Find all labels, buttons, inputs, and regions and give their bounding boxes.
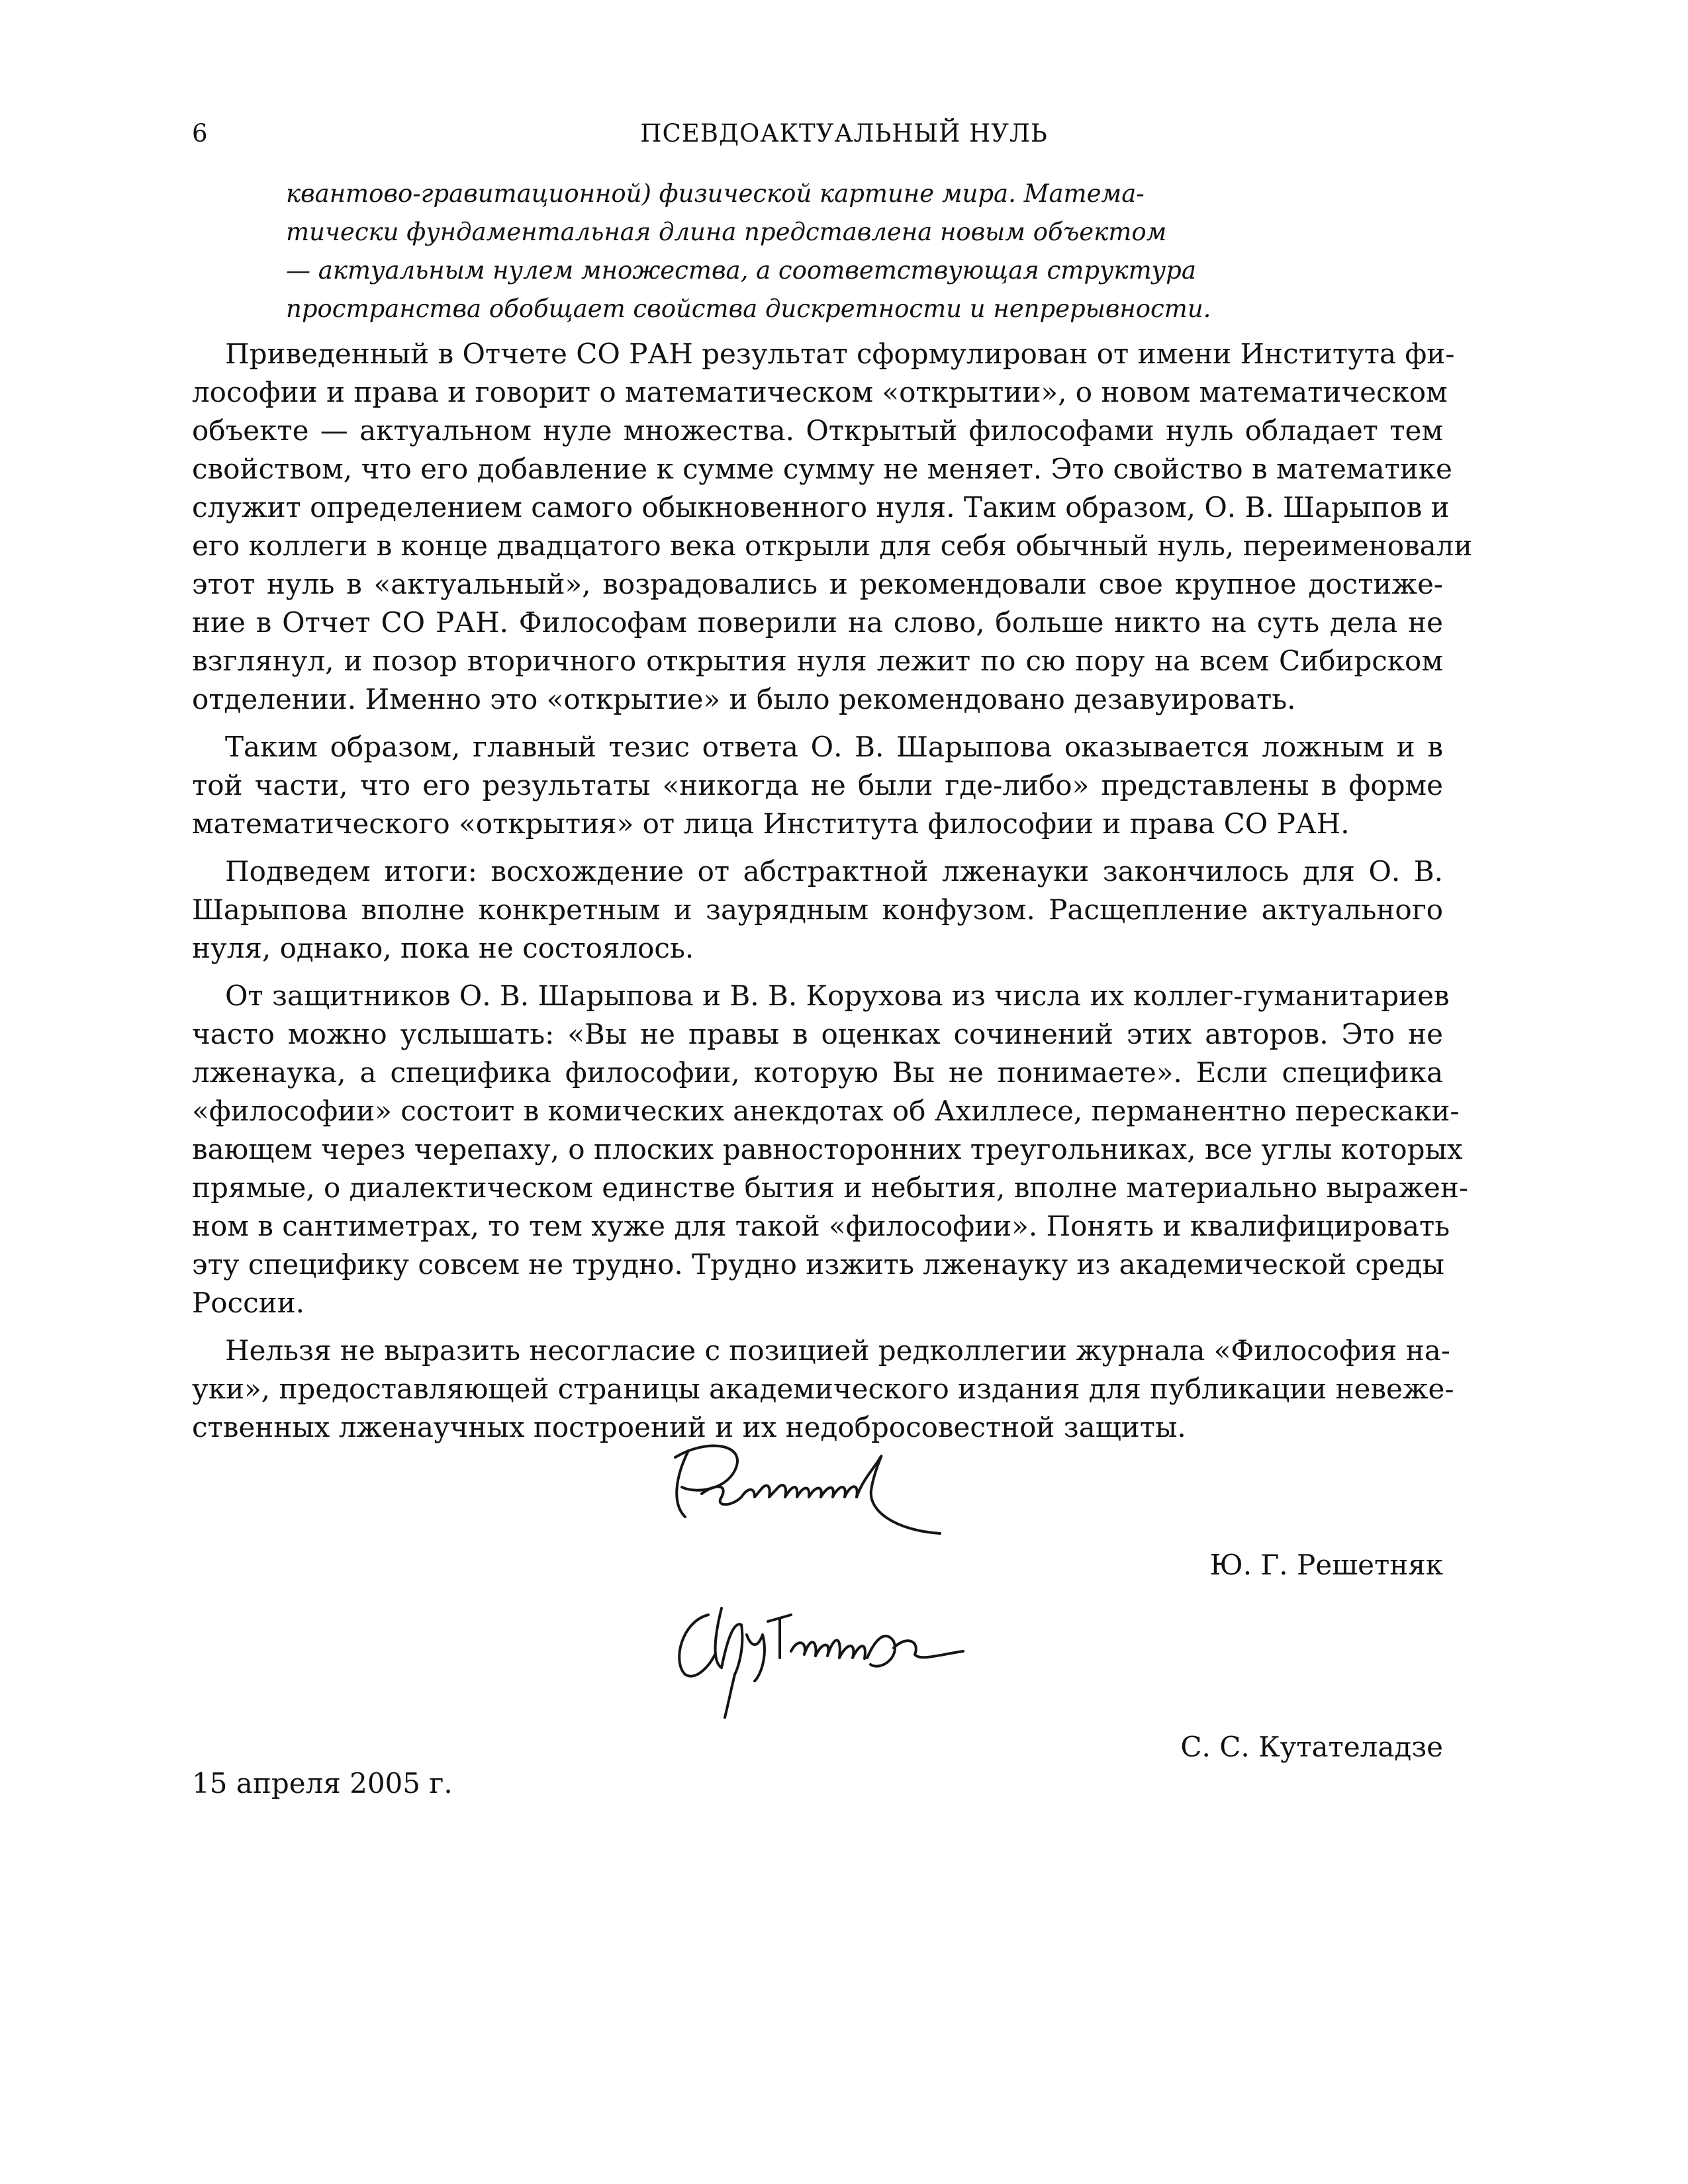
- paragraph: [192, 335, 1473, 719]
- text-line: России.: [192, 1287, 305, 1319]
- signature-kutateladze: [669, 1595, 980, 1721]
- text-line: математического «открытия» от лица Института философии и права СО РАН.: [192, 807, 1350, 840]
- text-line: Подведем итоги: восхождение от абстрактной лженауки закончилось для О. В.: [225, 855, 1443, 887]
- paragraph: [192, 1332, 1454, 1447]
- page-number: 6: [192, 119, 208, 148]
- quote-line: — актуальным нулем множества, а соответствующая структура: [286, 256, 1196, 285]
- text-line: Нельзя не выразить несогласие с позицией редколлегии журнала «Философия на-: [225, 1334, 1450, 1367]
- text-line: служит определением самого обыкновенного нуля. Таким образом, О. В. Шарыпов и: [192, 491, 1450, 523]
- paragraph: [192, 728, 1443, 843]
- text-line: часто можно услышать: «Вы не правы в оценках сочинений этих авторов. Это не: [192, 1018, 1443, 1050]
- text-line: Шарыпова вполне конкретным и заурядным конфузом. Расщепление актуального: [192, 893, 1443, 926]
- text-line: лженаука, а специфика философии, которую Вы не понимаете». Если специфика: [192, 1056, 1443, 1089]
- text-line: этот нуль в «актуальный», возрадовались и рекомендовали свое крупное достиже-: [192, 568, 1443, 600]
- text-line: взглянул, и позор вторичного открытия нуля лежит по сю пору на всем Сибирском: [192, 645, 1443, 677]
- author-name: Ю. Г. Решетняк: [1209, 1549, 1443, 1581]
- text-line: «философии» состоит в комических анекдотах об Ахиллесе, перманентно перескаки-: [192, 1095, 1460, 1127]
- text-line: отделении. Именно это «открытие» и было рекомендовано дезавуировать.: [192, 683, 1296, 715]
- text-line: ном в сантиметрах, то тем хуже для такой «философии». Понять и квалифицировать: [192, 1210, 1450, 1242]
- text-line: Приведенный в Отчете СО РАН результат сформулирован от имени Института фи-: [225, 338, 1455, 370]
- text-line: эту специфику совсем не трудно. Трудно изжить лженауку из академической среды: [192, 1248, 1444, 1281]
- quote-line: квантово-гравитационной) физической картине мира. Матема-: [286, 179, 1145, 208]
- text-line: ственных лженаучных построений и их недобросовестной защиты.: [192, 1411, 1186, 1443]
- text-line: лософии и права и говорит о математическом «открытии», о новом математическом: [192, 376, 1448, 408]
- paragraph: [192, 977, 1469, 1322]
- text-line: прямые, о диалектическом единстве бытия и небытия, вполне материально выражен-: [192, 1171, 1469, 1204]
- text-line: Таким образом, главный тезис ответа О. В. Шарыпова оказывается ложным и в: [225, 731, 1443, 763]
- text-line: уки», предоставляющей страницы академического издания для публикации невеже-: [192, 1373, 1454, 1405]
- text-line: свойством, что его добавление к сумме сумму не меняет. Это свойство в математике: [192, 453, 1452, 485]
- text-line: От защитников О. В. Шарыпова и В. В. Корухова из числа их коллег-гуманитариев: [225, 979, 1450, 1012]
- italic-quote: [286, 175, 1211, 328]
- paragraph: [192, 852, 1443, 968]
- author-name: С. С. Кутателадзе: [1180, 1731, 1443, 1763]
- body-text: [192, 335, 1473, 1456]
- quote-line: тически фундаментальная длина представлена новым объектом: [286, 218, 1167, 246]
- running-title: ПСЕВДОАКТУАЛЬНЫЙ НУЛЬ: [640, 119, 1048, 148]
- signature-reshetnyak: [662, 1431, 966, 1543]
- text-line: нуля, однако, пока не состоялось.: [192, 932, 694, 964]
- quote-line: пространства обобщает свойства дискретности и непрерывности.: [286, 295, 1211, 323]
- text-line: ние в Отчет СО РАН. Философам поверили на слово, больше никто на суть дела не: [192, 606, 1443, 639]
- text-line: вающем через черепаху, о плоских равносторонних треугольниках, все углы которых: [192, 1133, 1463, 1165]
- text-line: той части, что его результаты «никогда не были где-либо» представлены в форме: [192, 769, 1443, 801]
- text-line: его коллеги в конце двадцатого века открыли для себя обычный нуль, переименовали: [192, 529, 1473, 562]
- text-line: объекте — актуальном нуле множества. Открытый философами нуль обладает тем: [192, 414, 1443, 447]
- date: 15 апреля 2005 г.: [192, 1767, 453, 1799]
